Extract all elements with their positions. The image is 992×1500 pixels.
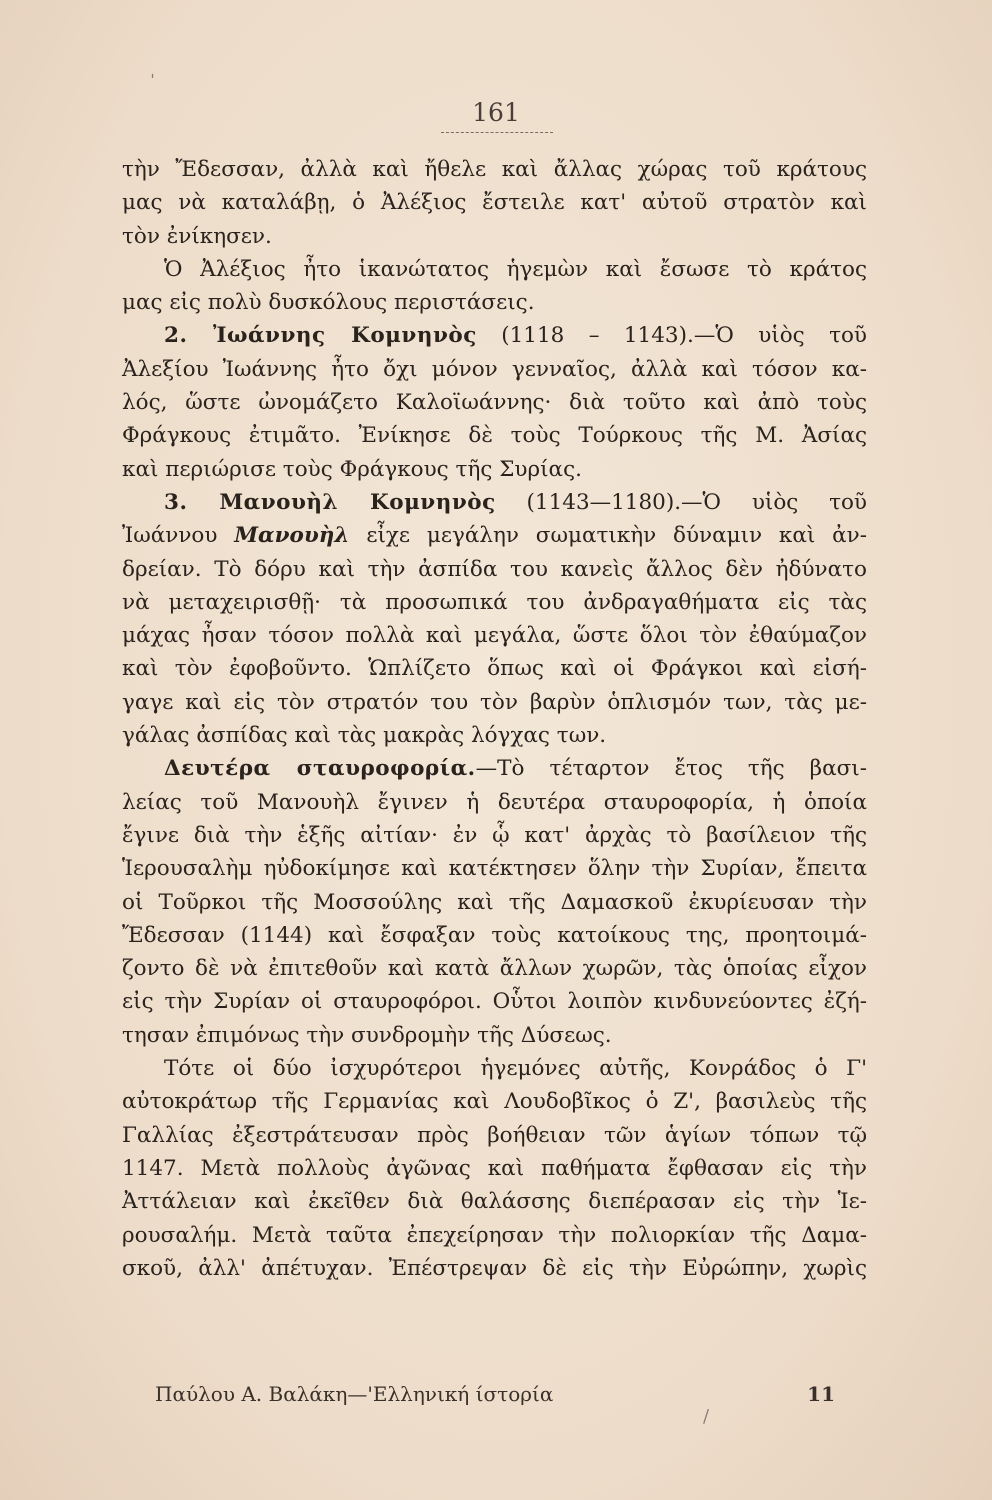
text-span: Ἰωάννου <box>122 523 218 549</box>
pencil-mark: ˌ <box>150 60 155 81</box>
text-line: μας εἰς πολὺ δυσκόλους περιστάσεις. <box>122 290 535 316</box>
footer-title: Παύλου Α. Βαλάκη—'Ελληνική ίστορία <box>155 1382 554 1406</box>
text-line: καὶ περιώρισε τοὺς Φράγκους τῆς Συρίας. <box>122 456 582 482</box>
text-span: εἶχε μεγάλην σωματικὴν δύναμιν καὶ ἀν- <box>366 523 867 549</box>
text-line: τὸν ἐνίκησεν. <box>122 223 272 249</box>
section-heading: 2. Ἰωάννης Κομνηνὸς <box>164 323 477 349</box>
section-line <box>122 319 867 352</box>
pencil-mark: / <box>703 1406 710 1427</box>
text-line: νὰ μεταχειρισθῇ· τὰ προσωπικά του ἀνδραγαθήματα εἰς τὰς <box>122 589 867 615</box>
text-line <box>122 519 867 552</box>
text-line: ρουσαλήμ. Μετὰ ταῦτα ἐπεχείρησαν τὴν πολιορκίαν τῆς Δαμα- <box>122 1222 867 1248</box>
text-line: λείας τοῦ Μανουὴλ ἔγινεν ἡ δευτέρα σταυροφορία, ἡ ὁποία <box>122 789 867 815</box>
text-line: τὴν Ἔδεσσαν, ἀλλὰ καὶ ἤθελε καὶ ἄλλας χώρας τοῦ κράτους <box>122 157 867 182</box>
text-line: γαγε καὶ εἰς τὸν στρατόν του τὸν βαρὺν ὁπλισμόν των, τὰς με- <box>122 689 867 715</box>
text-line: Τότε οἱ δύο ἰσχυρότεροι ἡγεμόνες αὐτῆς, Κονράδος ὁ Γ' <box>164 1056 867 1082</box>
text-line: Ἀλεξίου Ἰωάννης ἦτο ὄχι μόνον γενναῖος, ἀλλὰ καὶ τόσον κα- <box>122 356 867 382</box>
text-line: Ἱερουσαλὴμ ηὐδοκίμησε καὶ κατέκτησεν ὅλην τὴν Συρίαν, ἔπειτα <box>122 856 867 882</box>
text-line: αὐτοκράτωρ τῆς Γερμανίας καὶ Λουδοβῖκος ὁ Ζ', βασιλεὺς τῆς <box>122 1089 867 1115</box>
section-heading: 3. Μανουὴλ Κομνηνὸς <box>164 489 496 515</box>
text-line: μας νὰ καταλάβῃ, ὁ Ἀλέξιος ἔστειλε κατ' αὐτοῦ στρατὸν καὶ <box>122 190 867 216</box>
text-line: Ἔδεσσαν (1144) καὶ ἔσφαξαν τοὺς κατοίκους της, προητοιμά- <box>122 922 867 948</box>
text-span: (1143—1180).—Ὁ υἱὸς τοῦ <box>526 489 867 515</box>
header-rule <box>441 132 553 133</box>
text-line: 1147. Μετὰ πολλοὺς ἀγῶνας καὶ παθήματα ἔφθασαν εἰς τὴν <box>122 1155 867 1181</box>
text-span: (1118 – 1143).—Ὁ υἱὸς τοῦ <box>501 323 867 349</box>
text-line: Φράγκους ἐτιμᾶτο. Ἐνίκησε δὲ τοὺς Τούρκους τῆς Μ. Ἀσίας <box>122 423 867 449</box>
text-line: γάλας ἀσπίδας καὶ τὰς μακρὰς λόγχας των. <box>122 723 607 749</box>
text-line: ζοντο δὲ νὰ ἐπιτεθοῦν καὶ κατὰ ἄλλων χωρῶν, τὰς ὁποίας εἶχον <box>122 956 867 982</box>
text-line: Ἀττάλειαν καὶ ἐκεῖθεν διὰ θαλάσσης διεπέρασαν εἰς τὴν Ἱε- <box>122 1189 867 1215</box>
text-line: μάχας ἦσαν τόσον πολλὰ καὶ μεγάλα, ὥστε ὅλοι τὸν ἐθαύμαζον <box>122 623 867 649</box>
text-line: δρείαν. Τὸ δόρυ καὶ τὴν ἀσπίδα του κανεὶς ἄλλος δὲν ἠδύνατο <box>122 556 867 582</box>
text-line: Ὁ Ἀλέξιος ἦτο ἱκανώτατος ἡγεμὼν καὶ ἔσωσε τὸ κράτος <box>164 256 867 282</box>
text-line: οἱ Τοῦρκοι τῆς Μοσσούλης καὶ τῆς Δαμασκοῦ ἐκυρίευσαν τὴν <box>122 889 867 915</box>
signature-number: 11 <box>807 1382 835 1406</box>
text-line: λός, ὥστε ὠνομάζετο Καλοϊωάννης· διὰ τοῦτο καὶ ἀπὸ τοὺς <box>122 390 867 416</box>
text-line: Γαλλίας ἐξεστράτευσαν πρὸς βοήθειαν τῶν ἁγίων τόπων τῷ <box>122 1122 867 1148</box>
emphasis-name: Μανουὴλ <box>234 523 350 549</box>
text-line: καὶ τὸν ἐφοβοῦντο. Ὡπλίζετο ὅπως καὶ οἱ Φράγκοι καὶ εἰσή- <box>122 656 867 682</box>
section-line <box>122 486 867 519</box>
text-line: εἰς τὴν Συρίαν οἱ σταυροφόροι. Οὗτοι λοιπὸν κινδυνεύοντες ἐζή- <box>122 989 867 1015</box>
section-heading: Δευτέρα σταυροφορία. <box>164 756 476 782</box>
section-line <box>122 752 867 785</box>
text-line: σκοῦ, ἀλλ' ἀπέτυχαν. Ἐπέστρεψαν δὲ εἰς τὴν Εὐρώπην, χωρὶς <box>122 1255 867 1281</box>
text-line: τησαν ἐπιμόνως τὴν συνδρομὴν τῆς Δύσεως. <box>122 1022 612 1048</box>
text-line: ἔγινε διὰ τὴν ἑξῆς αἰτίαν· ἐν ᾧ κατ' ἀρχὰς τὸ βασίλειον τῆς <box>122 822 867 848</box>
text-span: —Τὸ τέταρτον ἔτος τῆς βασι- <box>475 756 867 782</box>
page-number: 161 <box>472 98 520 127</box>
body-text <box>122 153 867 1285</box>
